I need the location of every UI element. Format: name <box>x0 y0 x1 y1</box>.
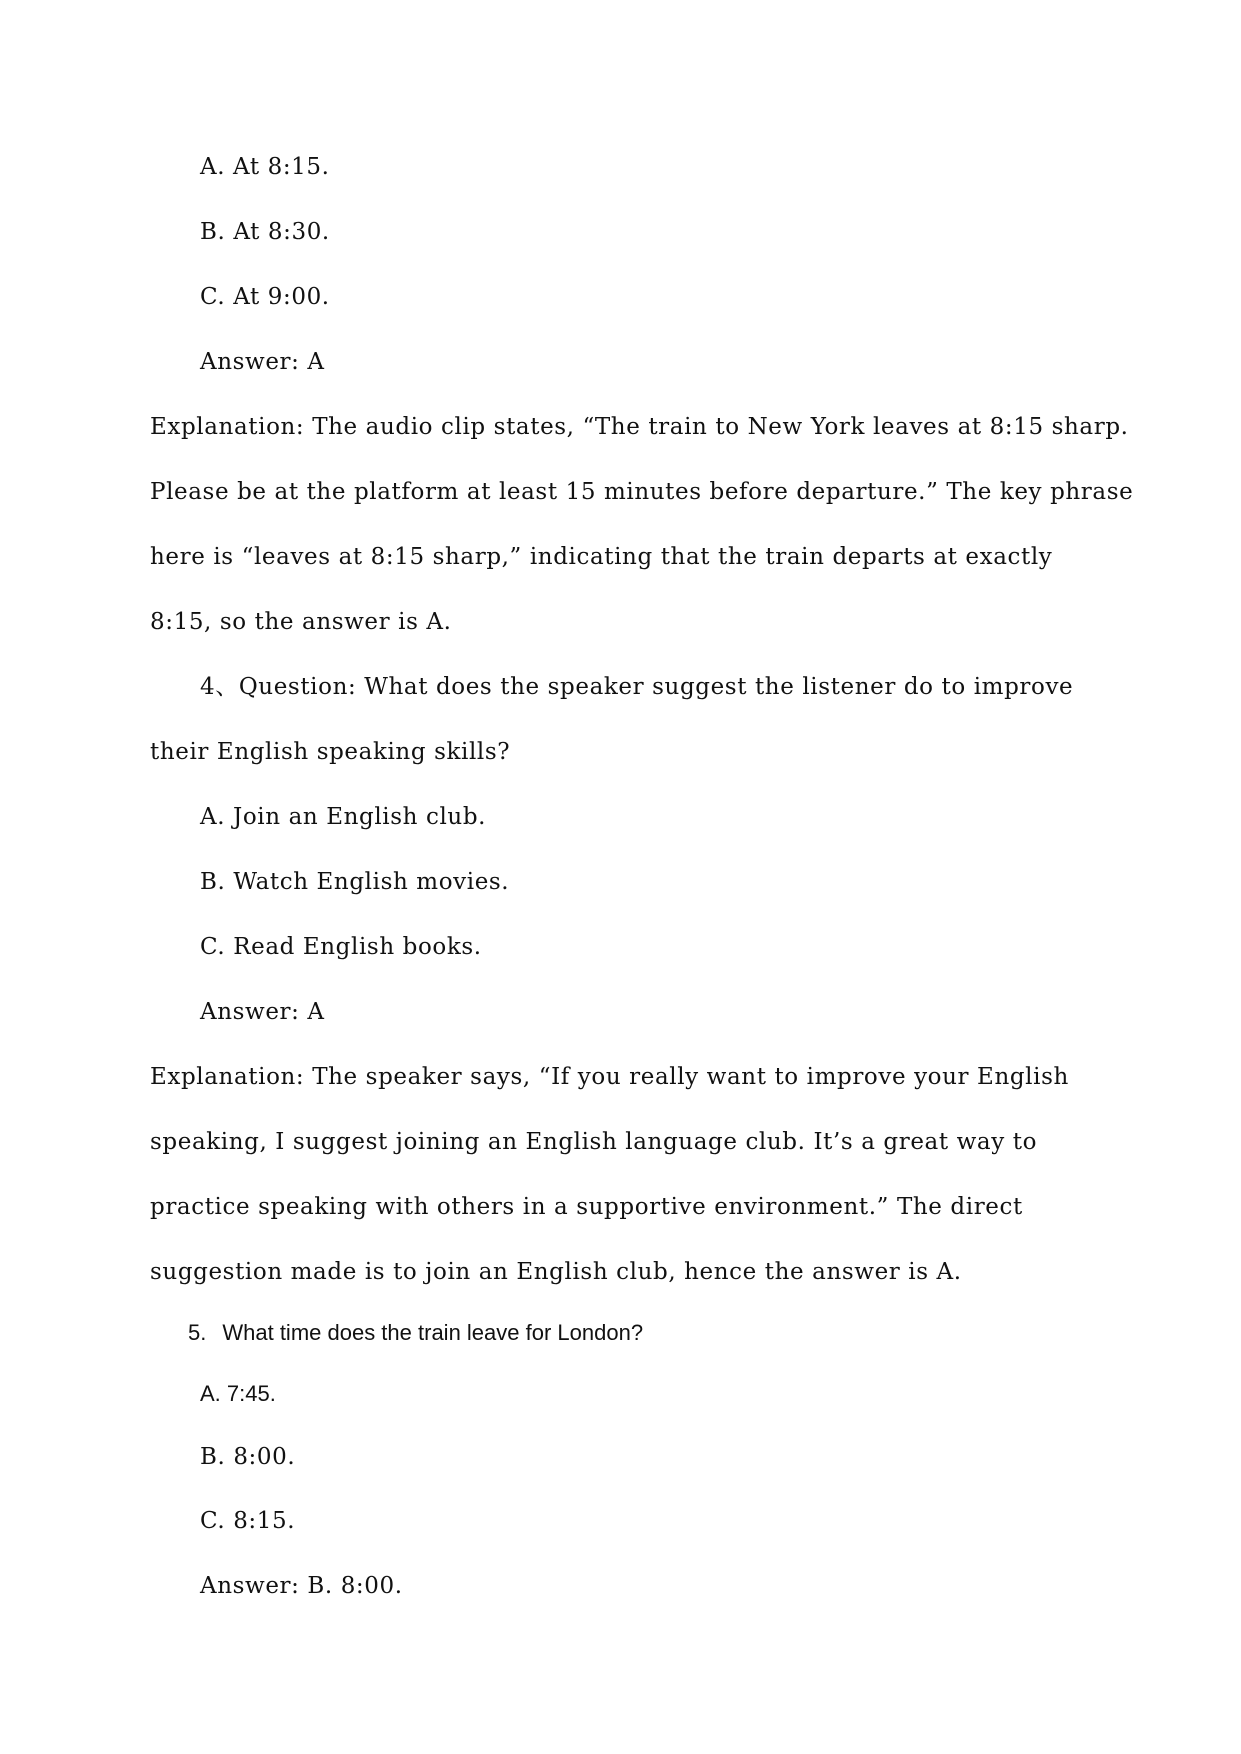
q4-explanation-line: suggestion made is to join an English club, hence the answer is A. <box>150 1259 962 1285</box>
q5-number: 5. <box>188 1320 207 1345</box>
q5-option-b: B. 8:00. <box>200 1444 296 1470</box>
q5-question-text: What time does the train leave for London? <box>222 1320 644 1345</box>
q4-question-line: 4、Question: What does the speaker suggest the listener do to improve <box>200 674 1074 700</box>
q3-explanation-line: 8:15, so the answer is A. <box>150 609 452 635</box>
q5-answer: Answer: B. 8:00. <box>200 1573 403 1599</box>
q5-question <box>188 1318 643 1348</box>
q3-option-b: B. At 8:30. <box>200 219 330 245</box>
q4-option-b: B. Watch English movies. <box>200 869 510 895</box>
q3-explanation-line: Please be at the platform at least 15 minutes before departure.” The key phrase <box>150 479 1134 505</box>
q4-answer: Answer: A <box>200 999 325 1025</box>
q4-explanation-line: Explanation: The speaker says, “If you really want to improve your English <box>150 1064 1069 1090</box>
q4-option-c: C. Read English books. <box>200 934 482 960</box>
q3-option-a: A. At 8:15. <box>200 154 330 180</box>
q3-option-c: C. At 9:00. <box>200 284 330 310</box>
q3-explanation-line: here is “leaves at 8:15 sharp,” indicating that the train departs at exactly <box>150 544 1053 570</box>
q4-explanation-line: practice speaking with others in a supportive environment.” The direct <box>150 1194 1023 1220</box>
q3-explanation-line: Explanation: The audio clip states, “The train to New York leaves at 8:15 sharp. <box>150 414 1129 440</box>
q5-option-c: C. 8:15. <box>200 1508 296 1534</box>
q4-option-a: A. Join an English club. <box>200 804 487 830</box>
q5-option-a: A. 7:45. <box>200 1381 276 1406</box>
q4-question-line: their English speaking skills? <box>150 739 511 765</box>
q4-explanation-line: speaking, I suggest joining an English language club. It’s a great way to <box>150 1129 1038 1155</box>
q3-answer: Answer: A <box>200 349 325 375</box>
